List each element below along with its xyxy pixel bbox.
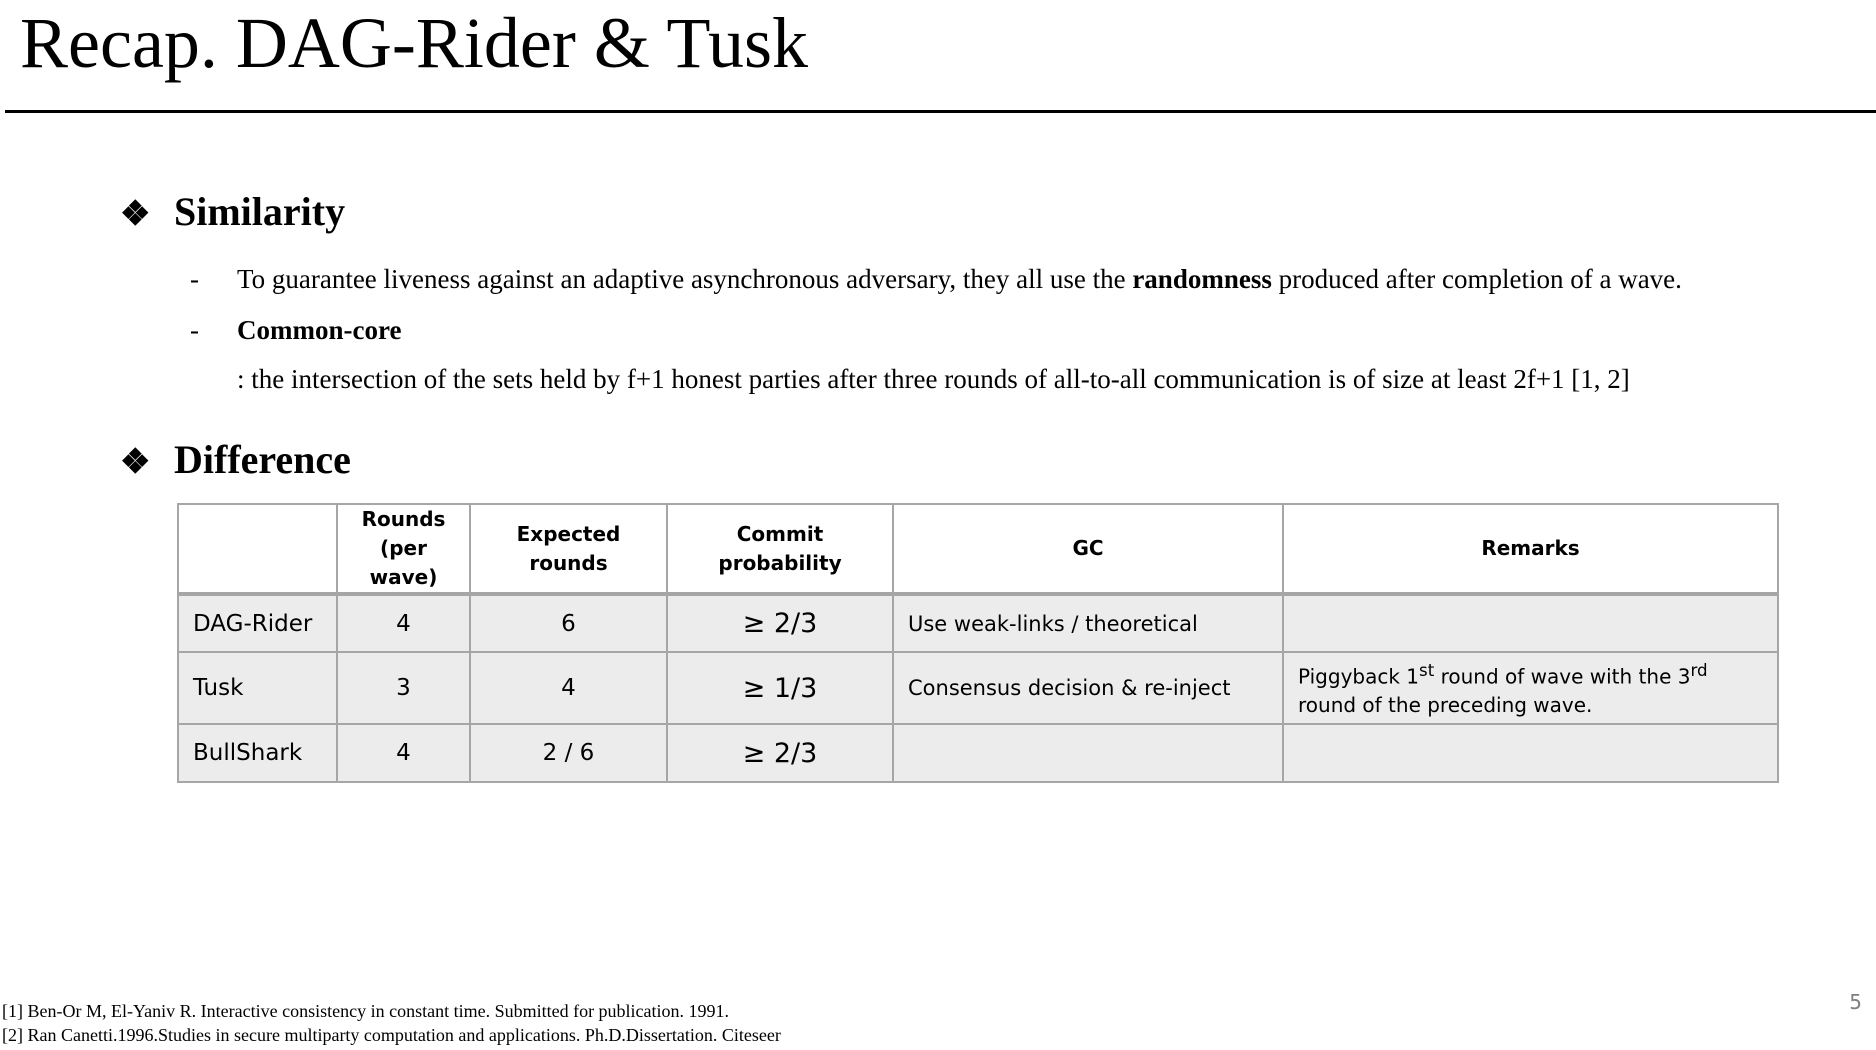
diamond-bullet-icon: ❖ <box>120 196 151 233</box>
remarks-text: round of wave with the 3 <box>1434 664 1691 689</box>
table-row <box>178 652 1778 724</box>
item-bold-text: Common-core <box>237 315 402 345</box>
table-header-row <box>178 504 1778 594</box>
commit-probability-value: ≥ 2/3 <box>667 724 893 782</box>
expected-rounds-value: 2 / 6 <box>470 724 667 782</box>
footnote-1: [1] Ben-Or M, El-Yaniv R. Interactive consistency in constant time. Submitted for publication. 1991. <box>2 1001 730 1021</box>
difference-table <box>177 503 1779 783</box>
commit-probability-value: ≥ 2/3 <box>667 594 893 652</box>
footnotes <box>2 999 781 1047</box>
remarks-value <box>1283 724 1778 782</box>
title-divider <box>5 110 1876 113</box>
item-bold-text: randomness <box>1132 264 1272 294</box>
header-text: (per wave) <box>369 536 438 589</box>
gc-value <box>893 724 1283 782</box>
remarks-value <box>1283 594 1778 652</box>
similarity-heading-text: Similarity <box>174 189 346 234</box>
protocol-name: Tusk <box>178 652 337 724</box>
remarks-text: Piggyback 1 <box>1298 664 1420 689</box>
common-core-definition: : the intersection of the sets held by f+1 honest parties after three rounds of all-to-all communication is of size at least 2f+1 [1, 2] <box>237 364 1630 394</box>
difference-heading <box>120 436 351 487</box>
protocol-name: BullShark <box>178 724 337 782</box>
rounds-value: 4 <box>337 724 470 782</box>
commit-probability-value: ≥ 1/3 <box>667 652 893 724</box>
slide-title: Recap. DAG-Rider & Tusk <box>20 3 808 83</box>
similarity-heading <box>120 188 345 239</box>
ordinal-suffix: st <box>1419 661 1435 681</box>
remarks-text: round of the preceding wave. <box>1298 692 1593 717</box>
footnote-2: [2] Ran Canetti.1996.Studies in secure multiparty computation and applications. Ph.D.Dissertation. Citeseer <box>2 1025 781 1045</box>
remarks-value <box>1283 652 1778 724</box>
protocol-name: DAG-Rider <box>178 594 337 652</box>
header-gc: GC <box>893 504 1283 594</box>
difference-heading-text: Difference <box>174 437 351 482</box>
header-remarks: Remarks <box>1283 504 1778 594</box>
header-text: Rounds <box>361 507 446 531</box>
similarity-item-common-core <box>237 313 401 347</box>
header-rounds <box>337 504 470 594</box>
item-text: produced after completion of a wave. <box>1271 264 1682 294</box>
similarity-item-randomness <box>237 262 1682 296</box>
gc-value: Consensus decision & re-inject <box>893 652 1283 724</box>
diamond-bullet-icon: ❖ <box>120 444 151 481</box>
ordinal-suffix: rd <box>1690 661 1708 681</box>
expected-rounds-value: 6 <box>470 594 667 652</box>
page-number: 5 <box>1849 990 1862 1014</box>
header-commit-probability: Commit probability <box>667 504 893 594</box>
rounds-value: 3 <box>337 652 470 724</box>
rounds-value: 4 <box>337 594 470 652</box>
header-blank <box>178 504 337 594</box>
expected-rounds-value: 4 <box>470 652 667 724</box>
header-expected-rounds: Expected rounds <box>470 504 667 594</box>
gc-value: Use weak-links / theoretical <box>893 594 1283 652</box>
table-row <box>178 594 1778 652</box>
dash-bullet: - <box>190 315 199 345</box>
dash-bullet: - <box>190 264 199 294</box>
item-text: To guarantee liveness against an adaptive asynchronous adversary, they all use the <box>237 264 1133 294</box>
table-row <box>178 724 1778 782</box>
